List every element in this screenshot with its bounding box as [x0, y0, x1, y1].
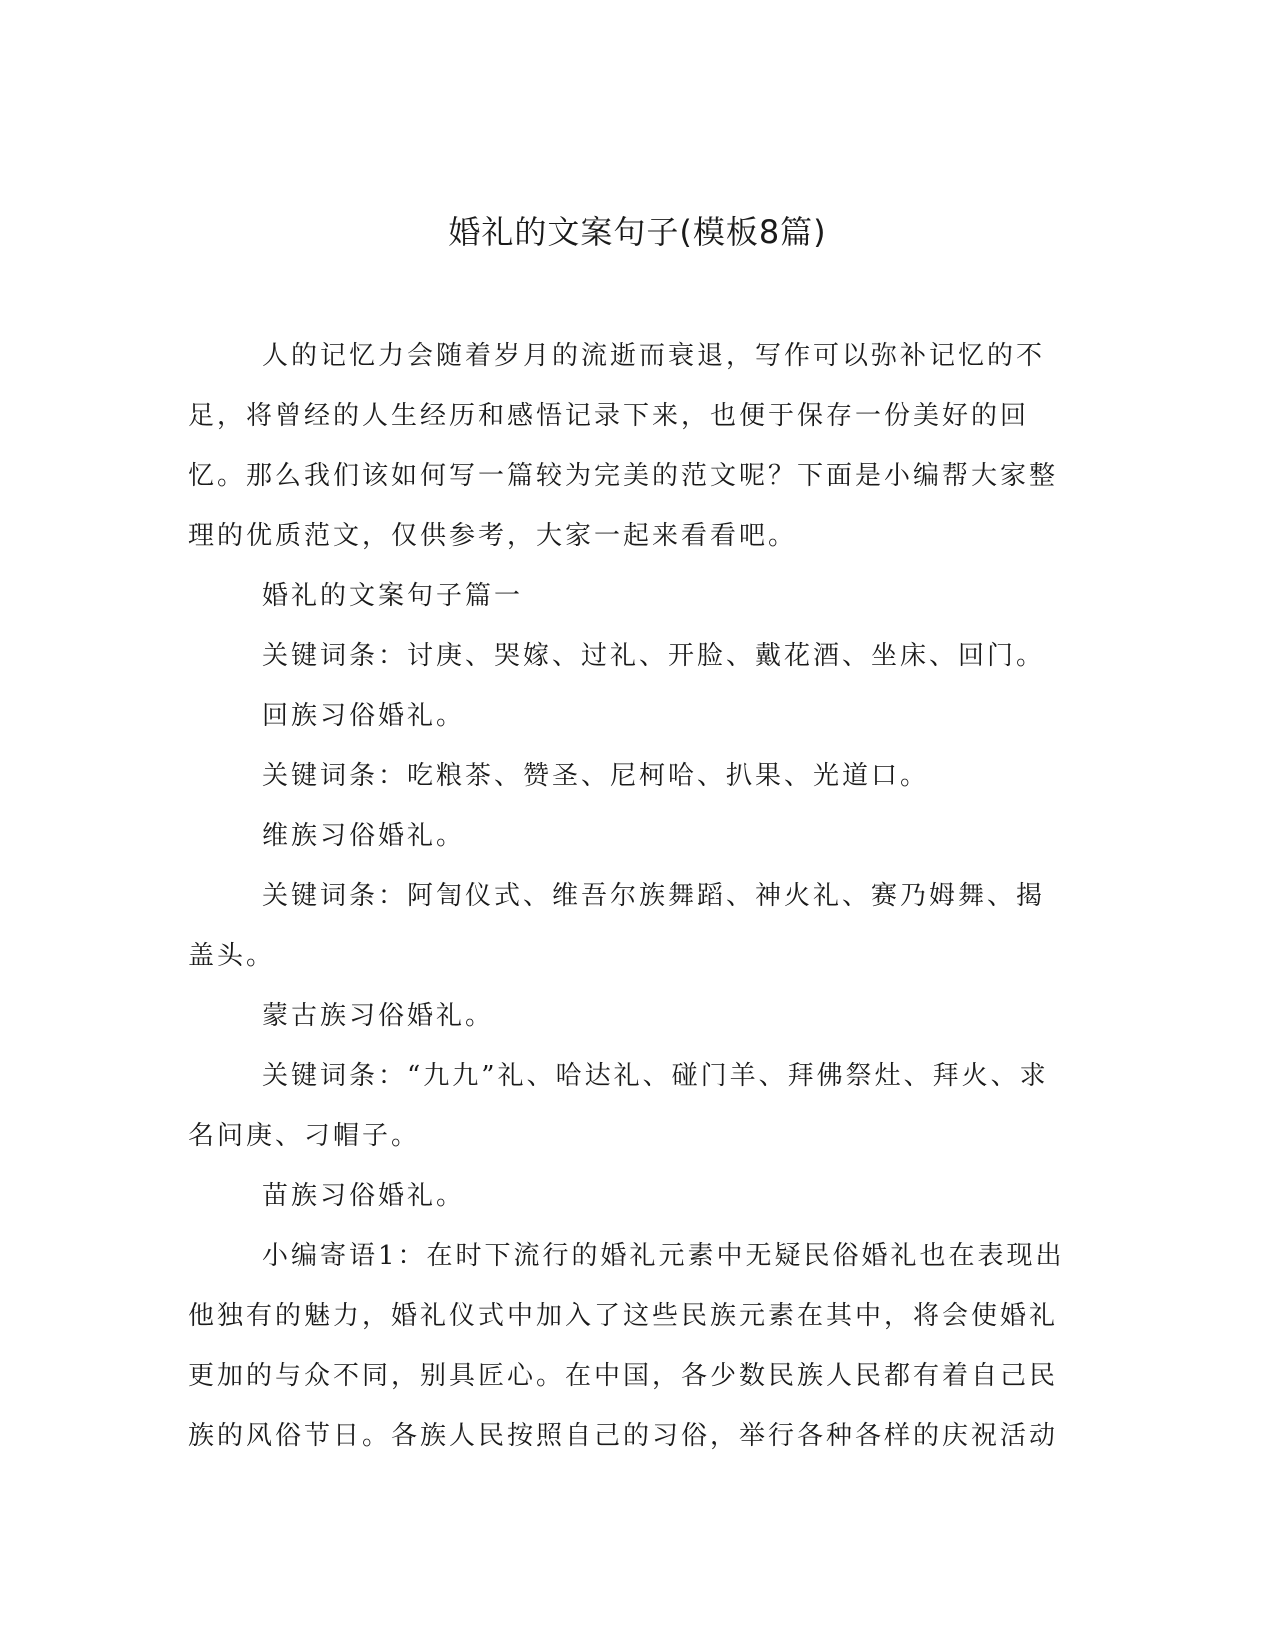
keywords-paragraph: 关键词条：吃粮茶、赞圣、尼柯哈、扒果、光道口。: [262, 761, 930, 791]
section-heading: 婚礼的文案句子篇一: [262, 581, 524, 611]
keywords-paragraph: 关键词条：阿訇仪式、维吾尔族舞蹈、神火礼、赛乃姆舞、揭盖头。: [188, 881, 1046, 971]
intro-paragraph: 人的记忆力会随着岁月的流逝而衰退，写作可以弥补记忆的不足，将曾经的人生经历和感悟记录下来，也便于保存一份美好的回忆。那么我们该如何写一篇较为完美的范文呢？下面是小编帮大家整理的优质范文，仅供参考，大家一起来看看吧。: [188, 341, 1059, 551]
custom-heading-uyghur: 维族习俗婚礼。: [262, 821, 466, 851]
custom-heading-miao: 苗族习俗婚礼。: [262, 1181, 466, 1211]
keywords-paragraph: 关键词条：讨庚、哭嫁、过礼、开脸、戴花酒、坐床、回门。: [262, 641, 1046, 671]
keywords-paragraph: 关键词条：“九九”礼、哈达礼、碰门羊、拜佛祭灶、拜火、求名问庚、刁帽子。: [188, 1061, 1049, 1151]
custom-heading-mongol: 蒙古族习俗婚礼。: [262, 1001, 495, 1031]
editor-note-paragraph: 小编寄语1：在时下流行的婚礼元素中无疑民俗婚礼也在表现出他独有的魅力，婚礼仪式中加入了这些民族元素在其中，将会使婚礼更加的与众不同，别具匠心。在中国，各少数民族人民都有着自己民族的风俗节日。各族人民按照自己的习俗，举行各种各样的庆祝活动: [188, 1241, 1065, 1451]
document-title: 婚礼的文案句子(模板8篇): [448, 213, 827, 251]
document-body: [188, 326, 1068, 1466]
custom-heading-hui: 回族习俗婚礼。: [262, 701, 466, 731]
